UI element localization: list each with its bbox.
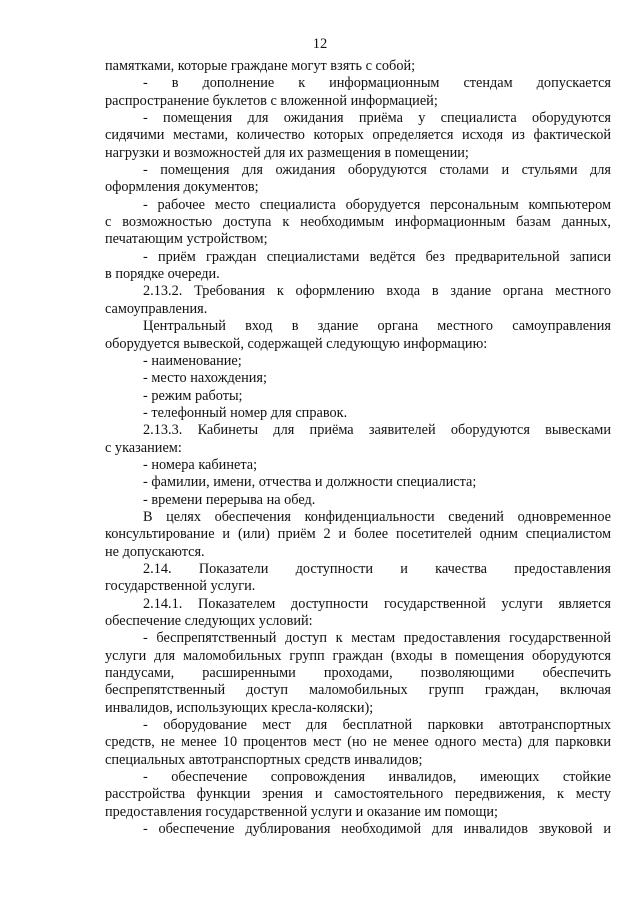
text-line: - телефонный номер для справок. [143, 404, 348, 421]
text-line: Центральный вход в здание органа местного самоуправления [143, 318, 611, 335]
document-body [105, 58, 611, 838]
text-line: 2.14.1. Показателем доступности государственной услуги является [143, 595, 611, 612]
text-line: с указанием: [105, 439, 182, 456]
text-line: в порядке очереди. [105, 266, 220, 283]
text-line: пандусами, расширенными проходами, позволяющими обеспечить [105, 665, 611, 682]
text-line: специальных автотранспортных средств инвалидов; [105, 751, 423, 768]
text-line: - помещения для ожидания приёма у специалиста оборудуются [143, 110, 611, 127]
text-line: оборудуется вывеской, содержащей следующую информацию: [105, 335, 488, 352]
text-line: - рабочее место специалиста оборудуется персональным компьютером [143, 196, 611, 213]
text-line: предоставления государственной услуги и оказание им помощи; [105, 803, 498, 820]
text-line: не допускаются. [105, 543, 205, 560]
text-line: расстройства функции зрения и самостоятельного передвижения, к месту [105, 786, 611, 803]
text-line: распространение буклетов с вложенной информацией; [105, 92, 438, 109]
text-line: - обеспечение сопровождения инвалидов, имеющих стойкие [143, 769, 611, 786]
text-line: - обеспечение дублирования необходимой для инвалидов звуковой и [143, 821, 611, 838]
text-line: - место нахождения; [143, 370, 267, 387]
page-number: 12 [312, 36, 328, 52]
text-line: нагрузки и возможностей для их размещения в помещении; [105, 144, 469, 161]
text-line: консультирование и (или) приём 2 и более посетителей одним специалистом [105, 526, 611, 543]
text-line: беспрепятственный доступ маломобильных групп граждан, включая [105, 682, 611, 699]
text-line: 2.13.3. Кабинеты для приёма заявителей оборудуются вывесками [143, 422, 611, 439]
text-line: услуги для маломобильных групп граждан (входы в помещения оборудуются [105, 647, 611, 664]
text-line: государственной услуги. [105, 578, 256, 595]
text-line: - номера кабинета; [143, 456, 258, 473]
text-line: сидячими местами, количество которых определяется исходя из фактической [105, 127, 611, 144]
text-line: - помещения для ожидания оборудуются столами и стульями для [143, 162, 611, 179]
text-line: - приём граждан специалистами ведётся без предварительной записи [143, 248, 611, 265]
text-line: - в дополнение к информационным стендам допускается [143, 75, 611, 92]
text-line: - режим работы; [143, 387, 243, 404]
text-line: оформления документов; [105, 179, 259, 196]
text-line: средств, не менее 10 процентов мест (но не менее одного места) для парковки [105, 734, 611, 751]
text-line: инвалидов, использующих кресла-коляски); [105, 699, 374, 716]
text-line: - наименование; [143, 352, 242, 369]
text-line: 2.13.2. Требования к оформлению входа в здание органа местного [143, 283, 611, 300]
text-line: с возможностью доступа к необходимым информационным базам данных, [105, 214, 611, 231]
text-line: печатающим устройством; [105, 231, 268, 248]
text-line: обеспечение следующих условий: [105, 613, 313, 629]
text-line: 2.14. Показатели доступности и качества предоставления [143, 560, 611, 577]
text-line: памятками, которые граждане могут взять с собой; [105, 58, 416, 74]
text-line: - оборудование мест для бесплатной парковки автотранспортных [143, 717, 611, 734]
text-line: самоуправления. [105, 300, 208, 317]
text-line: - времени перерыва на обед. [143, 491, 316, 508]
text-line: - беспрепятственный доступ к местам предоставления государственной [143, 630, 611, 647]
text-line: В целях обеспечения конфиденциальности сведений одновременное [143, 508, 611, 525]
text-line: - фамилии, имени, отчества и должности специалиста; [143, 474, 477, 491]
